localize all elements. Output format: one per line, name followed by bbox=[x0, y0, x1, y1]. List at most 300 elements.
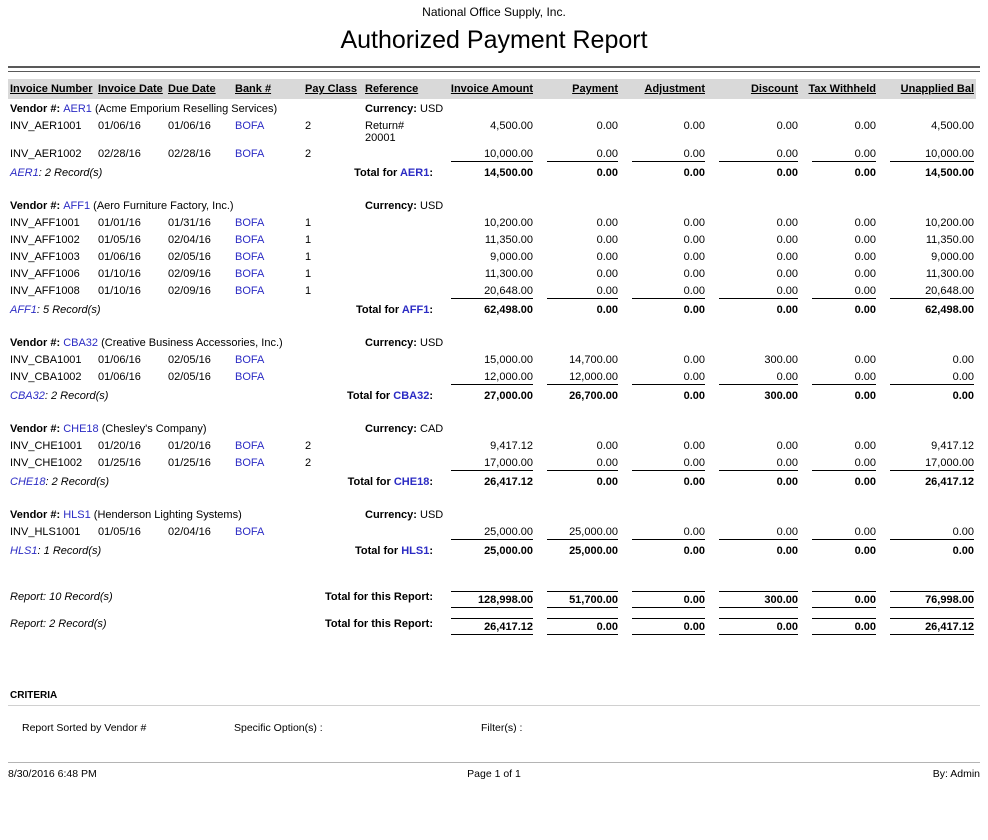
vendor-total-row bbox=[8, 164, 976, 183]
total-for-code[interactable]: CBA32 bbox=[393, 390, 430, 402]
invoice-row bbox=[8, 352, 976, 369]
vendor-code-link[interactable]: AER1 bbox=[63, 103, 92, 115]
cell-due-date: 02/28/16 bbox=[168, 148, 211, 160]
report-total-invoice-amount bbox=[439, 615, 535, 638]
total-unapplied-bal bbox=[878, 164, 976, 183]
vendor-total-row bbox=[8, 301, 976, 320]
cell-pay-class: 1 bbox=[305, 251, 312, 263]
cell-due-date: 02/04/16 bbox=[168, 526, 211, 538]
total-value: 26,417.12 bbox=[484, 476, 533, 488]
invoice-row bbox=[8, 283, 976, 301]
cell-invoice-date: 01/10/16 bbox=[98, 268, 141, 280]
report-total-value: 26,417.12 bbox=[890, 618, 974, 635]
cell-value: 0.00 bbox=[812, 285, 876, 299]
total-for-colon: : bbox=[429, 476, 433, 488]
total-value: 62,498.00 bbox=[484, 304, 533, 316]
cell-invoice-date: 01/06/16 bbox=[98, 120, 141, 132]
total-value: 27,000.00 bbox=[484, 390, 533, 402]
cell-reference bbox=[363, 232, 439, 249]
criteria-heading: CRITERIA bbox=[8, 690, 980, 706]
total-for-colon: : bbox=[429, 545, 433, 557]
bank-link[interactable]: BOFA bbox=[235, 371, 265, 383]
cell-adjustment bbox=[620, 369, 707, 387]
cell-reference bbox=[363, 369, 439, 387]
vendor-record-count bbox=[8, 473, 303, 492]
vendor-total-row bbox=[8, 542, 976, 561]
total-value: 0.00 bbox=[596, 476, 618, 488]
cell-payment bbox=[535, 266, 620, 283]
cell-value: 0.00 bbox=[683, 217, 705, 229]
report-total-value: 0.00 bbox=[632, 618, 705, 635]
vendor-record-count bbox=[8, 301, 303, 320]
cell-value: 0.00 bbox=[632, 285, 705, 299]
invoice-row bbox=[8, 146, 976, 164]
cell-due-date: 02/09/16 bbox=[168, 268, 211, 280]
total-adjustment bbox=[620, 387, 707, 406]
cell-value: 17,000.00 bbox=[451, 457, 533, 471]
vendor-number-label: Vendor #: bbox=[10, 423, 64, 435]
cell-pay-class: 2 bbox=[305, 120, 312, 132]
vendor-code-link[interactable]: AFF1 bbox=[63, 200, 91, 212]
invoice-row bbox=[8, 249, 976, 266]
cell-value: 300.00 bbox=[764, 354, 798, 366]
cell-adjustment bbox=[620, 352, 707, 369]
total-value: 62,498.00 bbox=[925, 304, 974, 316]
vendor-total-label bbox=[303, 473, 439, 492]
report-total-row bbox=[8, 615, 976, 638]
vendor-name: (Aero Furniture Factory, Inc.) bbox=[90, 200, 234, 212]
report-total-value: 0.00 bbox=[812, 591, 876, 608]
total-for-text: Total for bbox=[347, 390, 394, 402]
vendor-record-code[interactable]: AFF1 bbox=[10, 304, 37, 316]
currency-label: Currency: bbox=[365, 200, 421, 212]
cell-discount bbox=[707, 283, 800, 301]
report-total-payment bbox=[535, 588, 620, 611]
cell-value: 20,648.00 bbox=[890, 285, 974, 299]
vendor-record-code[interactable]: CHE18 bbox=[10, 476, 46, 488]
cell-unapplied-bal bbox=[878, 146, 976, 164]
total-for-text: Total for bbox=[356, 304, 402, 316]
cell-invoice-amount bbox=[439, 283, 535, 301]
cell-invoice-amount bbox=[439, 146, 535, 164]
vendor-name: (Henderson Lighting Systems) bbox=[90, 509, 242, 521]
cell-invoice-amount bbox=[439, 369, 535, 387]
cell-due-date: 02/05/16 bbox=[168, 371, 211, 383]
col-header-invoice-date: Invoice Date bbox=[98, 83, 163, 95]
cell-value: 0.00 bbox=[547, 285, 618, 299]
cell-invoice-date: 01/05/16 bbox=[98, 526, 141, 538]
currency-label: Currency: bbox=[365, 423, 421, 435]
cell-bank bbox=[233, 118, 303, 146]
total-tax-withheld bbox=[800, 387, 878, 406]
cell-invoice-number: INV_AFF1008 bbox=[10, 285, 80, 297]
vendor-currency bbox=[363, 99, 976, 118]
cell-value: 0.00 bbox=[683, 251, 705, 263]
cell-invoice-date: 01/05/16 bbox=[98, 234, 141, 246]
cell-reference bbox=[363, 118, 439, 146]
cell-unapplied-bal bbox=[878, 369, 976, 387]
cell-value: 11,350.00 bbox=[484, 234, 533, 246]
cell-discount bbox=[707, 455, 800, 473]
vendor-record-count bbox=[8, 387, 303, 406]
cell-adjustment bbox=[620, 455, 707, 473]
bank-link[interactable]: BOFA bbox=[235, 251, 265, 263]
cell-value: 0.00 bbox=[854, 440, 876, 452]
total-value: 0.00 bbox=[854, 390, 876, 402]
report-total-unapplied-bal bbox=[878, 588, 976, 611]
total-value: 0.00 bbox=[683, 476, 705, 488]
vendor-record-text: : 1 Record(s) bbox=[37, 545, 102, 557]
total-value: 0.00 bbox=[854, 476, 876, 488]
cell-value: 0.00 bbox=[683, 120, 705, 132]
cell-payment bbox=[535, 352, 620, 369]
cell-value: 0.00 bbox=[812, 526, 876, 540]
cell-payment bbox=[535, 455, 620, 473]
cell-due-date: 01/31/16 bbox=[168, 217, 211, 229]
bank-link[interactable]: BOFA bbox=[235, 440, 265, 452]
cell-value: 0.00 bbox=[812, 371, 876, 385]
total-discount bbox=[707, 387, 800, 406]
cell-value: 0.00 bbox=[596, 440, 618, 452]
total-for-code[interactable]: CHE18 bbox=[393, 476, 430, 488]
cell-bank bbox=[233, 146, 303, 164]
cell-pay-class: 2 bbox=[305, 440, 312, 452]
currency-value: USD bbox=[420, 509, 444, 521]
cell-reference bbox=[363, 215, 439, 232]
cell-value: 12,000.00 bbox=[451, 371, 533, 385]
total-adjustment bbox=[620, 301, 707, 320]
invoice-row bbox=[8, 215, 976, 232]
cell-adjustment bbox=[620, 283, 707, 301]
cell-invoice-amount bbox=[439, 249, 535, 266]
cell-adjustment bbox=[620, 524, 707, 542]
cell-adjustment bbox=[620, 266, 707, 283]
report-record-count: Report: 2 Record(s) bbox=[10, 618, 107, 630]
total-value: 0.00 bbox=[776, 167, 798, 179]
page-indicator: Page 1 of 1 bbox=[467, 768, 521, 780]
currency-value: USD bbox=[420, 200, 444, 212]
cell-invoice-number: INV_AER1002 bbox=[10, 148, 82, 160]
cell-value: 0.00 bbox=[812, 148, 876, 162]
invoice-row bbox=[8, 455, 976, 473]
cell-pay-class bbox=[303, 369, 363, 387]
cell-value: 15,000.00 bbox=[484, 354, 533, 366]
cell-unapplied-bal bbox=[878, 524, 976, 542]
report-total-unapplied-bal bbox=[878, 615, 976, 638]
cell-unapplied-bal bbox=[878, 266, 976, 283]
vendor-header-row bbox=[8, 99, 976, 118]
cell-reference bbox=[363, 146, 439, 164]
total-tax-withheld bbox=[800, 164, 878, 183]
report-total-value: 0.00 bbox=[632, 591, 705, 608]
total-unapplied-bal bbox=[878, 473, 976, 492]
cell-value: 17,000.00 bbox=[890, 457, 974, 471]
vendor-number-label: Vendor #: bbox=[10, 200, 64, 212]
cell-tax-withheld bbox=[800, 232, 878, 249]
cell-value: 0.00 bbox=[683, 440, 705, 452]
table-header bbox=[8, 79, 976, 99]
total-value: 26,417.12 bbox=[925, 476, 974, 488]
cell-invoice-date: 01/25/16 bbox=[98, 457, 141, 469]
cell-adjustment bbox=[620, 232, 707, 249]
cell-unapplied-bal bbox=[878, 118, 976, 146]
header-row bbox=[8, 79, 976, 99]
cell-pay-class: 2 bbox=[305, 148, 312, 160]
vendor-total-label bbox=[303, 301, 439, 320]
bank-link[interactable]: BOFA bbox=[235, 526, 265, 538]
invoice-row bbox=[8, 232, 976, 249]
vendor-name: (Creative Business Accessories, Inc.) bbox=[98, 337, 283, 349]
cell-invoice-amount bbox=[439, 118, 535, 146]
cell-payment bbox=[535, 524, 620, 542]
cell-value: 0.00 bbox=[596, 268, 618, 280]
total-adjustment bbox=[620, 473, 707, 492]
total-value: 0.00 bbox=[776, 304, 798, 316]
vendor-record-code[interactable]: AER1 bbox=[10, 167, 39, 179]
total-for-code[interactable]: AFF1 bbox=[401, 304, 430, 316]
cell-adjustment bbox=[620, 146, 707, 164]
cell-adjustment bbox=[620, 215, 707, 232]
total-value: 0.00 bbox=[854, 167, 876, 179]
cell-value: 0.00 bbox=[547, 148, 618, 162]
total-discount bbox=[707, 164, 800, 183]
report-total-adjustment bbox=[620, 588, 707, 611]
vendor-info bbox=[8, 333, 363, 352]
cell-value: 9,000.00 bbox=[931, 251, 974, 263]
cell-value: 10,000.00 bbox=[451, 148, 533, 162]
reference-line: 20001 bbox=[365, 132, 396, 144]
total-for-text: Total for bbox=[347, 476, 394, 488]
vendor-number-label: Vendor #: bbox=[10, 337, 64, 349]
cell-unapplied-bal bbox=[878, 215, 976, 232]
cell-payment bbox=[535, 215, 620, 232]
cell-tax-withheld bbox=[800, 283, 878, 301]
cell-bank bbox=[233, 438, 303, 455]
cell-value: 11,350.00 bbox=[925, 234, 974, 246]
vendor-info bbox=[8, 505, 363, 524]
vendor-header-row bbox=[8, 196, 976, 215]
cell-value: 25,000.00 bbox=[547, 526, 618, 540]
cell-tax-withheld bbox=[800, 438, 878, 455]
cell-invoice-number: INV_AFF1006 bbox=[10, 268, 80, 280]
vendor-code-link[interactable]: CBA32 bbox=[63, 337, 99, 349]
cell-value: 0.00 bbox=[776, 120, 798, 132]
vendor-record-code[interactable]: HLS1 bbox=[10, 545, 38, 557]
report-total-tax-withheld bbox=[800, 588, 878, 611]
cell-due-date: 02/05/16 bbox=[168, 251, 211, 263]
total-discount bbox=[707, 542, 800, 561]
total-for-colon: : bbox=[429, 167, 433, 179]
cell-value: 9,000.00 bbox=[490, 251, 533, 263]
total-unapplied-bal bbox=[878, 301, 976, 320]
bank-link[interactable]: BOFA bbox=[235, 217, 265, 229]
invoice-row bbox=[8, 118, 976, 146]
total-payment bbox=[535, 164, 620, 183]
cell-value: 0.00 bbox=[719, 371, 798, 385]
cell-payment bbox=[535, 369, 620, 387]
bank-link[interactable]: BOFA bbox=[235, 457, 265, 469]
vendor-number-label: Vendor #: bbox=[10, 103, 64, 115]
total-for-code[interactable]: AER1 bbox=[399, 167, 430, 179]
section-gap bbox=[8, 492, 976, 505]
cell-discount bbox=[707, 249, 800, 266]
vendor-code-link[interactable]: HLS1 bbox=[63, 509, 91, 521]
total-discount bbox=[707, 473, 800, 492]
cell-value: 0.00 bbox=[632, 526, 705, 540]
report-total-value: 128,998.00 bbox=[451, 591, 533, 608]
cell-unapplied-bal bbox=[878, 232, 976, 249]
cell-tax-withheld bbox=[800, 215, 878, 232]
cell-invoice-amount bbox=[439, 438, 535, 455]
cell-tax-withheld bbox=[800, 249, 878, 266]
cell-tax-withheld bbox=[800, 118, 878, 146]
vendor-code-link[interactable]: CHE18 bbox=[63, 423, 99, 435]
cell-value: 0.00 bbox=[952, 354, 974, 366]
cell-due-date: 02/09/16 bbox=[168, 285, 211, 297]
total-value: 14,500.00 bbox=[484, 167, 533, 179]
criteria-specific-options: Specific Option(s) : bbox=[234, 722, 323, 734]
cell-reference bbox=[363, 266, 439, 283]
cell-pay-class: 1 bbox=[305, 285, 312, 297]
cell-payment bbox=[535, 118, 620, 146]
cell-value: 0.00 bbox=[683, 354, 705, 366]
total-tax-withheld bbox=[800, 473, 878, 492]
col-header-unapplied-bal: Unapplied Bal bbox=[900, 83, 974, 95]
col-header-bank: Bank # bbox=[235, 83, 272, 95]
report-total-value: 26,417.12 bbox=[451, 618, 533, 635]
cell-invoice-amount bbox=[439, 232, 535, 249]
cell-invoice-date: 01/01/16 bbox=[98, 217, 141, 229]
cell-bank bbox=[233, 249, 303, 266]
cell-reference bbox=[363, 524, 439, 542]
cell-invoice-number: INV_CBA1001 bbox=[10, 354, 82, 366]
cell-tax-withheld bbox=[800, 369, 878, 387]
vendor-name: (Chesley's Company) bbox=[98, 423, 207, 435]
page-footer bbox=[8, 762, 980, 780]
total-value: 0.00 bbox=[776, 476, 798, 488]
report-total-value: 76,998.00 bbox=[890, 591, 974, 608]
cell-value: 0.00 bbox=[596, 217, 618, 229]
cell-value: 9,417.12 bbox=[931, 440, 974, 452]
cell-reference bbox=[363, 438, 439, 455]
cell-discount bbox=[707, 118, 800, 146]
cell-value: 25,000.00 bbox=[451, 526, 533, 540]
invoice-row bbox=[8, 266, 976, 283]
footer-datetime: 8/30/2016 6:48 PM bbox=[8, 768, 97, 780]
report-total-discount bbox=[707, 588, 800, 611]
cell-tax-withheld bbox=[800, 266, 878, 283]
cell-invoice-amount bbox=[439, 524, 535, 542]
vendor-info bbox=[8, 196, 363, 215]
cell-invoice-number: INV_HLS1001 bbox=[10, 526, 81, 538]
total-value: 14,500.00 bbox=[925, 167, 974, 179]
col-header-payment: Payment bbox=[572, 83, 618, 95]
cell-discount bbox=[707, 369, 800, 387]
cell-value: 0.00 bbox=[776, 217, 798, 229]
report-total-value: 0.00 bbox=[812, 618, 876, 635]
col-header-reference: Reference bbox=[365, 83, 419, 95]
cell-reference bbox=[363, 352, 439, 369]
cell-unapplied-bal bbox=[878, 352, 976, 369]
total-payment bbox=[535, 542, 620, 561]
cell-value: 11,300.00 bbox=[925, 268, 974, 280]
cell-tax-withheld bbox=[800, 455, 878, 473]
cell-reference bbox=[363, 249, 439, 266]
report-total-label: Total for this Report: bbox=[325, 591, 433, 603]
total-for-text: Total for bbox=[354, 167, 400, 179]
total-tax-withheld bbox=[800, 542, 878, 561]
vendor-record-text: : 5 Record(s) bbox=[36, 304, 101, 316]
vendor-record-count bbox=[8, 542, 303, 561]
bank-link[interactable]: BOFA bbox=[235, 268, 265, 280]
bank-link[interactable]: BOFA bbox=[235, 285, 265, 297]
cell-invoice-amount bbox=[439, 352, 535, 369]
report-total-tax-withheld bbox=[800, 615, 878, 638]
total-value: 26,700.00 bbox=[569, 390, 618, 402]
company-name: National Office Supply, Inc. bbox=[422, 5, 566, 19]
cell-pay-class bbox=[303, 524, 363, 542]
total-payment bbox=[535, 473, 620, 492]
bank-link[interactable]: BOFA bbox=[235, 234, 265, 246]
cell-value: 0.00 bbox=[854, 251, 876, 263]
bank-link[interactable]: BOFA bbox=[235, 148, 265, 160]
cell-value: 0.00 bbox=[683, 268, 705, 280]
vendor-currency bbox=[363, 419, 976, 438]
bank-link[interactable]: BOFA bbox=[235, 354, 265, 366]
cell-discount bbox=[707, 215, 800, 232]
vendor-total-row bbox=[8, 387, 976, 406]
total-value: 0.00 bbox=[683, 167, 705, 179]
cell-due-date: 01/20/16 bbox=[168, 440, 211, 452]
cell-value: 12,000.00 bbox=[547, 371, 618, 385]
reference-line: Return# bbox=[365, 120, 405, 132]
cell-due-date: 02/04/16 bbox=[168, 234, 211, 246]
section-gap bbox=[8, 561, 976, 588]
bank-link[interactable]: BOFA bbox=[235, 120, 265, 132]
cell-discount bbox=[707, 146, 800, 164]
section-gap bbox=[8, 183, 976, 196]
total-payment bbox=[535, 301, 620, 320]
invoice-row bbox=[8, 369, 976, 387]
total-unapplied-bal bbox=[878, 387, 976, 406]
cell-invoice-number: INV_CBA1002 bbox=[10, 371, 82, 383]
total-discount bbox=[707, 301, 800, 320]
cell-value: 0.00 bbox=[719, 148, 798, 162]
cell-value: 0.00 bbox=[719, 457, 798, 471]
criteria-sorted-by: Report Sorted by Vendor # bbox=[22, 722, 147, 734]
cell-invoice-date: 01/06/16 bbox=[98, 354, 141, 366]
total-for-code[interactable]: HLS1 bbox=[401, 545, 430, 557]
cell-payment bbox=[535, 232, 620, 249]
vendor-currency bbox=[363, 333, 976, 352]
cell-value: 11,300.00 bbox=[484, 268, 533, 280]
cell-value: 0.00 bbox=[596, 251, 618, 263]
footer-user: By: Admin bbox=[932, 768, 980, 780]
cell-invoice-number: INV_CHE1002 bbox=[10, 457, 83, 469]
section-gap bbox=[8, 406, 976, 419]
vendor-record-code[interactable]: CBA32 bbox=[10, 390, 45, 402]
cell-payment bbox=[535, 249, 620, 266]
cell-invoice-date: 01/20/16 bbox=[98, 440, 141, 452]
vendor-info bbox=[8, 99, 363, 118]
cell-invoice-number: INV_AER1001 bbox=[10, 120, 82, 132]
cell-value: 9,417.12 bbox=[490, 440, 533, 452]
cell-invoice-number: INV_AFF1001 bbox=[10, 217, 80, 229]
cell-bank bbox=[233, 369, 303, 387]
cell-tax-withheld bbox=[800, 352, 878, 369]
cell-value: 10,200.00 bbox=[484, 217, 533, 229]
total-value: 0.00 bbox=[854, 304, 876, 316]
